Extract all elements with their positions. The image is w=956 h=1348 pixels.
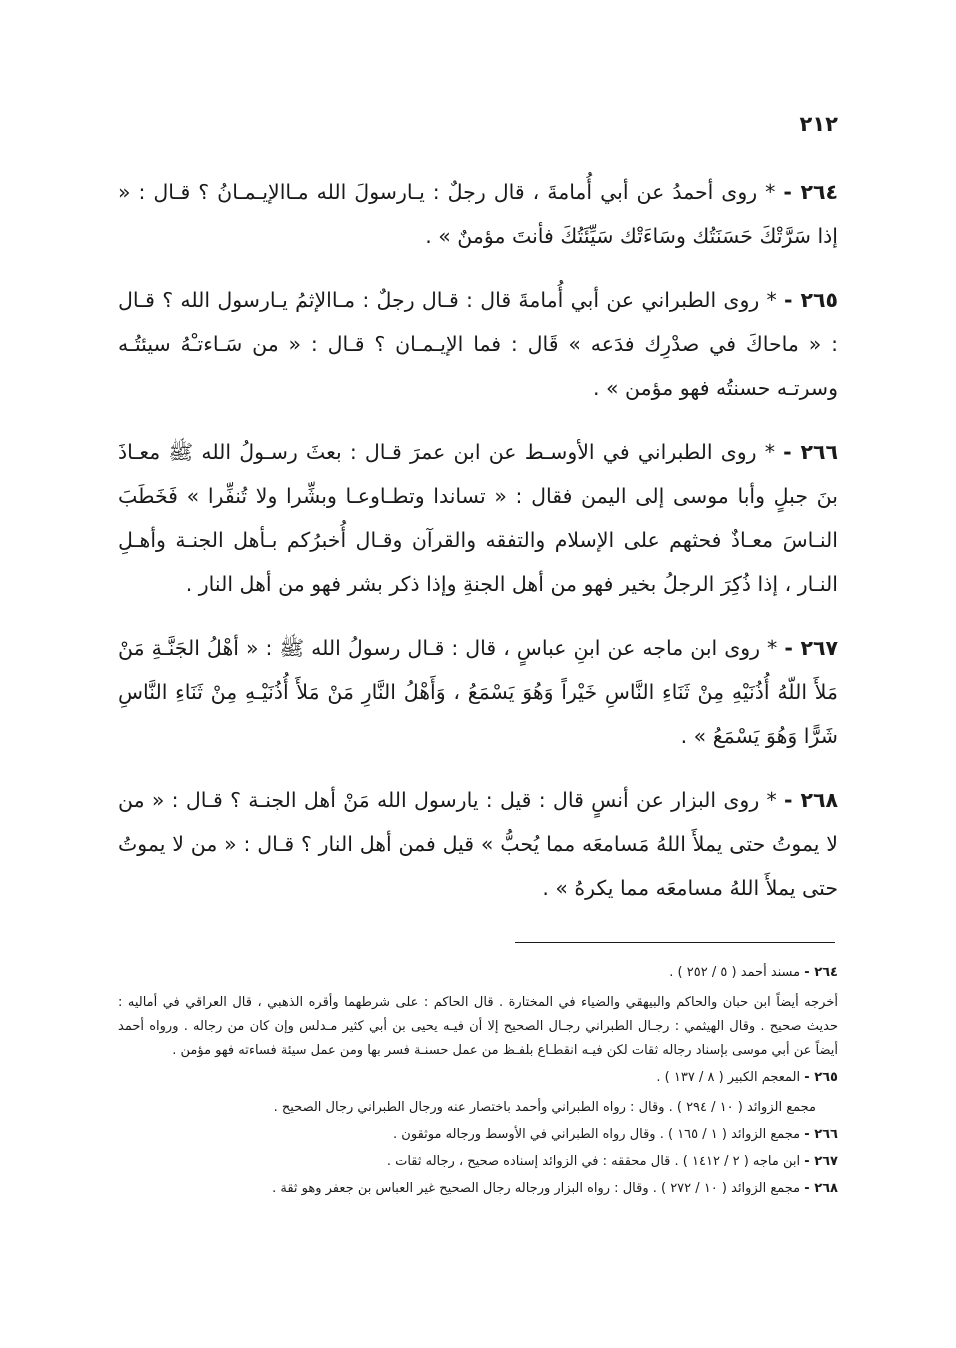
hadith-text: * روى ابن ماجه عن ابنِ عباسٍ ، قال : قـال رسولُ الله ﷺ : « أهْلُ الجَنَّـةِ مَنْ مَلأَ اللّهُ أُذُنَيْهِ مِنْ ثَنَاءِ النَّاسِ خَيْراً وَهُوَ يَسْمَعُ ، وَأَهْلُ النَّارِ مَنْ مَلأَ أُذُنَيْـهِ مِنْ ثَنَاءِ النَّاسِ شَرًّا وَهُوَ يَسْمَعُ » . <box>118 636 838 748</box>
footnote-265 <box>118 1066 838 1090</box>
hadith-text: * روى الطبراني عن أبي أُمامةَ قال : قـال رجلٌ : مـاالإثمُ يـارسول الله ؟ قـال : « ماحاكَ في صدْرِك فدَعه » قَال : فما الإيـمـان ؟ قـال : « من سَـاءتـْهُ سيئتُـه وسرتـه حسنتُه فهو مؤمن » . <box>118 288 838 400</box>
hadith-267 <box>118 626 838 758</box>
hadith-number: ٢٦٤ - <box>783 180 838 204</box>
footnote-number: ٢٦٧ - <box>804 1154 838 1169</box>
footnote-source: مجمع الزوائد ( ١٠ / ٢٧٢ ) . وقال : رواه البزار ورجاله رجال الصحيح غير العباس بن جعفر وهو ثقة . <box>272 1181 801 1196</box>
page-number: ٢١٢ <box>799 112 838 136</box>
footnote-divider <box>515 942 835 943</box>
footnote-number: ٢٦٥ - <box>804 1070 838 1085</box>
hadith-text: * روى البزار عن أنسٍ قال : قيل : يارسول الله مَنْ أهل الجنـة ؟ قـال : « من لا يموتُ حتى يملأَ اللهُ مَسامعَه مما يُحبُّ » قيل فمن أهل النار ؟ قـال : « من لا يموتُ حتى يملأَ اللهُ مسامعَه مما يكرهُ » . <box>118 788 838 900</box>
footnote-264-detail: أخرجه أيضاً ابن حبان والحاكم والبيهقي والضياء في المختارة . قال الحاكم : على شرطهما وأقره الذهبي ، قال العراقي في أماليه : حديث صحيح . وقال الهيثمي : رجـال الطبراني رجـال الصحيح إلا أن فيـه يحيى بن أبي كثير مـدلس وإن كان من رجاله . ورواه أحمد أيضاً عن أبي موسى بإسناد رجاله ثقات لكن فيـه انقطـاع بلفـظ من عمل حسنـة فسر بها ومن عمل سيئة فساءته فهو مؤمن . <box>118 995 838 1058</box>
main-text <box>118 170 838 930</box>
footnote-source: ابن ماجه ( ٢ / ١٤١٢ ) . قال محققه : في الزوائد إسناده صحيح ، رجاله ثقات . <box>386 1154 801 1169</box>
hadith-number: ٢٦٥ - <box>784 288 838 312</box>
hadith-264 <box>118 170 838 258</box>
footnote-264 <box>118 961 838 985</box>
footnote-number: ٢٦٦ - <box>804 1127 838 1142</box>
footnote-number: ٢٦٤ - <box>804 965 838 980</box>
footnote-265-detail: مجمع الزوائد ( ١٠ / ٢٩٤ ) . وقال : رواه الطبراني وأحمد باختصار عنه ورجال الطبراني رجال الصحيح . <box>273 1100 816 1115</box>
footnote-266 <box>118 1123 838 1147</box>
footnote-source: مسند أحمد ( ٥ / ٢٥٢ ) . <box>669 965 801 980</box>
footnote-268 <box>118 1177 838 1201</box>
hadith-text: * روى الطبراني في الأوسـط عن ابن عمرَ قـال : بعثَ رسـولُ الله ﷺ معـاذَ بنَ جبلٍ وأبا موسى إلى اليمن فقال : « تساندا وتطـاوعـا وبشِّرا ولا تُنفِّرا » فَخَطَبَ النـاسَ معـاذٌ فحثهم على الإسلام والتفقه والقرآن وقـال أُخبرُكم بـأهل الجنـة وأهـلِ النـار ، إذا ذُكِرَ الرجلُ بخير فهو من أهل الجنةِ وإذا ذكر بشر فهو من أهل النار . <box>118 440 838 596</box>
hadith-number: ٢٦٨ - <box>784 788 838 812</box>
hadith-268 <box>118 778 838 910</box>
hadith-266 <box>118 430 838 606</box>
hadith-number: ٢٦٧ - <box>784 636 838 660</box>
hadith-text: * روى أحمدُ عن أبي أُمامةَ ، قال رجلٌ : يـارسولَ الله مـاالإيـمـانُ ؟ قـال : « إذا سَرَّتْكَ حَسَنَتُك وسَاءَتْك سَيِّئَتُكَ فأنتَ مؤمنٌ » . <box>118 180 838 248</box>
footnotes <box>118 958 838 1203</box>
footnote-number: ٢٦٨ - <box>804 1181 838 1196</box>
hadith-number: ٢٦٦ - <box>783 440 838 464</box>
hadith-265 <box>118 278 838 410</box>
footnote-267 <box>118 1150 838 1174</box>
footnote-source: المعجم الكبير ( ٨ / ١٣٧ ) . <box>656 1070 801 1085</box>
footnote-source: مجمع الزوائد ( ١ / ١٦٥ ) . وقال رواه الطبراني في الأوسط ورجاله موثقون . <box>393 1127 801 1142</box>
